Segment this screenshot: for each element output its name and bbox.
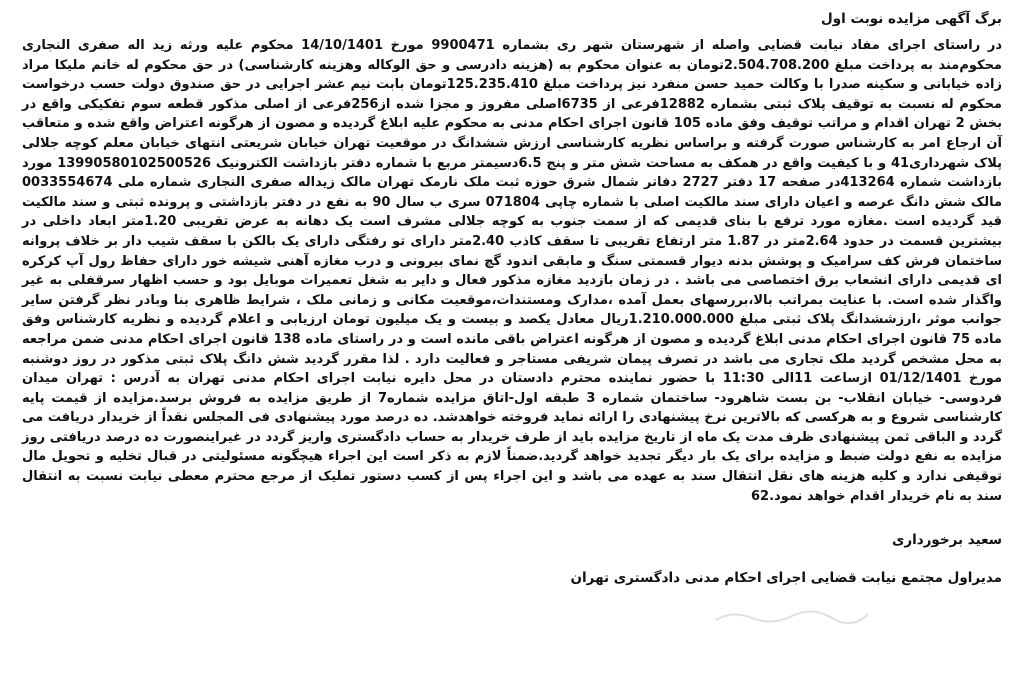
signatory-title: مدیراول مجتمع نیابت قضایی اجرای احکام مدنی دادگستری تهران [570, 570, 1002, 587]
notice-heading: برگ آگهی مزایده نوبت اول [821, 11, 1002, 27]
signatory-name: سعید برخورداری [891, 532, 1002, 549]
faint-stamp-mark [712, 606, 872, 626]
notice-body: در راستای اجرای مفاد نیابت قضایی واصله از شهرستان شهر ری بشماره 9900471 مورخ 14/10/1401 محکوم علیه ورثه زید اله صفری النجاری محکوم‌مند به پرداخت مبلغ 2.504.708.200تومان به عنوان محکوم به (هزینه دادرسی و حق الوکاله وهزینه کارشناسی) در حق محکوم له خانم ملیکا مراد زاده خیابانی و سکینه صدرا با وکالت حمید حسن منفرد نیز پرداخت مبلغ 125.235.410تومان بابت نیم عشر اجرایی در حق صندوق دولت حسب درخواست محکوم له نسبت به توقیف پلاک ثبتی بشماره 12882فرعی از 6735اصلی مفروز و مجزا شده از256فرعی از اصلی مذکور قطعه سوم تفکیکی واقع در بخش 2 تهران اقدام و مراتب توقیف وفق ماده 105 قانون اجرای احکام مدنی به محکوم علیه ابلاغ گردیده و مصون از هرگونه اعتراض واقع شده و متعاقب آن ارجاع امر به کارشناس صورت گرفته و براساس نظریه کارشناسی ارزش ششدانگ در موقعیت تهران خیابان شریعتی انتهای خیابان معلم کوچه جلالی پلاک شهرداری41 و با کیفیت واقع در همکف به مساحت شش متر و پنج 6.5دسیمتر مربع با شماره دفتر بازداشت الکترونیک 13990580102500526 مورد بازداشت شماره 413264در صفحه 17 دفتر 2727 دفاتر شمال شرق حوزه ثبت ملک نارمک تهران مالک زیداله صفری النجاری شماره ملی 0033554674 مالک شش دانگ عرصه و اعیان دارای سند مالکیت اصلی با شماره چاپی 071804 سری ب سال 90 به نفع در دفتر بازداشتی و پرونده ثبتی و سند مالکیت قید گردیده است .مغازه مورد ترفع با بنای قدیمی که از سمت جنوب به کوچه جلالی مشرف است یک دهانه به عرض تقریبی 1.20متر ابعاد داخلی در بیشترین قسمت در حدود 2.64متر در 1.87 متر ارتفاع تقریبی تا سقف کاذب 2.40متر دارای تو رفتگی دارای یک بالکن با سقف شیب دار بر خلاف پروانه ساختمان فرش کف سرامیک و پوشش بدنه دیوار قسمتی سنگ و مابقی اندود گچ نمای بیرونی و درب مغازه آهنی شیشه خور دارای حفاظ رول آپ کرکره ای قدیمی دارای انشعاب برق اختصاصی می باشد . در زمان بازدید مغازه مذکور فعال و دایر به شغل تعمیرات موبایل بود و حسب اظهار سرقفلی به غیر واگذار شده است. با عنایت بمراتب بالا،بررسهای بعمل آمده ،مدارک ومستندات،موقعیت مکانی و زمانی ملک ، شرایط ظاهری بنا وبادر نظر گرفتن سایر جوانب موثر ،ارزششدانگ پلاک ثبتی مبلغ 1.210.000.000ریال معادل یکصد و بیست و یک میلیون تومان ارزیابی و اعلام گردیده و نظریه کارشناس وفق ماده 75 قانون اجرای احکام مدنی ابلاغ گردیده و مصون از هرگونه اعتراض باقی مانده است و در راستای ماده 138 قانون اجرای احکام مدنی ضمن مراجعه به محل مشخص گردید ملک تجاری می باشد در تصرف پیمان شریفی مستاجر و فعالیت دارد . لذا مقرر گردید شش دانگ پلاک ثبتی مذکور در روز دوشنبه مورخ 01/12/1401 ازساعت 11الی 11:30 با حضور نماینده محترم دادستان در محل دایره نیابت اجرای احکام مدنی تهران به آدرس : تهران میدان فردوسی- خیابان انقلاب- بن بست شاهرود- ساختمان شماره 3 طبقه اول-اتاق مزایده شماره7 از طریق مزایده به فروش برسد.مزایده از قیمت پایه کارشناسی شروع و به هرکسی که بالاترین نرخ پیشنهادی را ارائه نماید فروخته خواهدشد. ده درصد مورد پیشنهادی فی المجلس نقداً از خریدار دریافت می گردد و الباقی ثمن پیشنهادی ظرف مدت یک ماه از تاریخ مزایده باید از طرف خریدار به حساب دادگستری واریز گردد در غیراینصورت ده درصد دریافتی روز مزایده به نفع دولت ضبط و مزایده برای یک بار دیگر تجدید خواهد گردید.ضمناً لازم به ذکر است این اجراء هیچگونه مسئولیتی در قبال تخلیه و تحویل مال توقیفی ندارد و کلیه هزینه های نقل انتقال سند به عهده می باشد و این اجراء پس از کسب دستور تملیک از مرجع محترم معطی نیابت نسبت به انتقال سند به نام خریدار اقدام خواهد نمود.62 [22, 38, 1003, 504]
auction-notice-document [22, 8, 1002, 670]
